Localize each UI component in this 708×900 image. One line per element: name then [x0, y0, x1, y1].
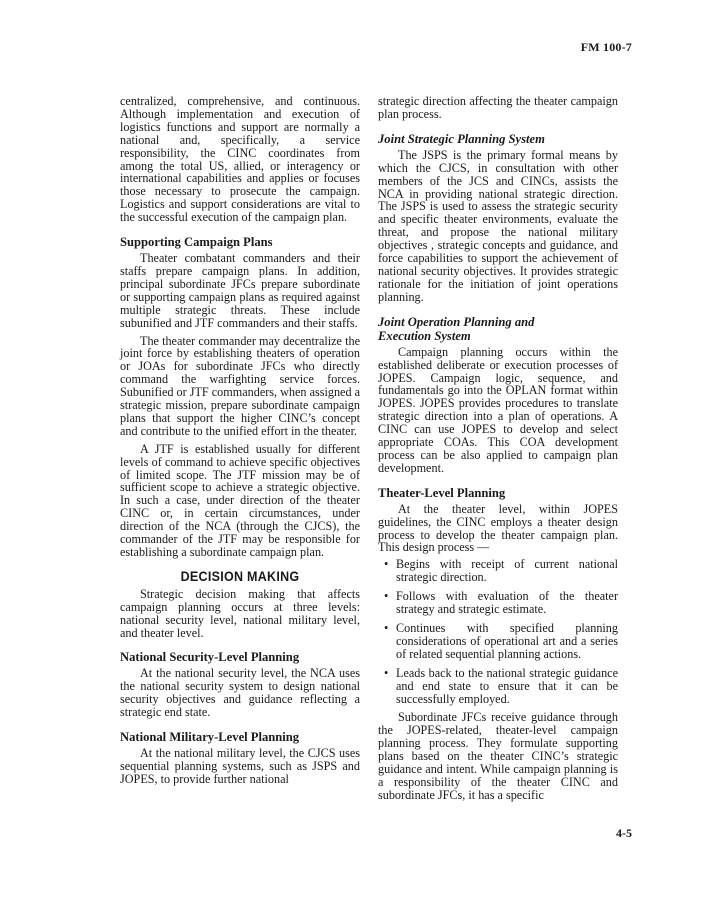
heading-line: Joint Operation Planning and	[378, 314, 535, 329]
paragraph: A JTF is established usually for different levels of command to achieve specific objectives of limited scope. The JTF mission may be of sufficient scope to achieve a strategic objective. In such a case, under direction of the theater CINC or, in certain circumstances, under direction of the NCA (through the CJCS), the commander of the JTF may be responsible for establishing a subordinate campaign plan.	[120, 441, 360, 559]
list-item	[378, 590, 618, 616]
paragraph: At the national security level, the NCA uses the national security system to design national security objectives and guidance reflecting a strategic end state.	[120, 666, 360, 720]
section-heading: Joint Strategic Planning System	[378, 131, 545, 146]
heading-line: Execution System	[378, 328, 471, 343]
section-heading: National Security-Level Planning	[120, 650, 300, 665]
paragraph: The theater commander may decentralize the joint force by establishing theaters of operation or JOAs for subordinate JFCs who directly command the warfighting service forces. Subunified or JTF commanders, when assigned a strategic mission, prepare subordinate campaign plans that support the higher CINC’s concept and contribute to the unified effort in the theater.	[120, 333, 360, 438]
left-column	[120, 95, 360, 786]
list-item-text: Begins with receipt of current national strategic direction.	[396, 557, 618, 585]
bullet-icon: •	[384, 665, 389, 680]
document-id: FM 100-7	[580, 40, 632, 54]
bullet-icon: •	[384, 589, 389, 604]
list-item	[378, 667, 618, 706]
section-heading: Supporting Campaign Plans	[120, 235, 273, 250]
section-heading: National Military-Level Planning	[120, 730, 300, 745]
list-item-text: Leads back to the national strategic guidance and end state to ensure that it can be successfully employed.	[396, 665, 618, 706]
list-item-text: Follows with evaluation of the theater strategy and strategic estimate.	[396, 589, 618, 617]
paragraph: centralized, comprehensive, and continuous. Although implementation and execution of logistics functions and support are normally a national and, specifically, a service responsibility, the CINC coordinates from among the total US, allied, or interagency or international capabilities and applies or focuses those necessary to prosecute the campaign. Logistics and support considerations are vital to the successful execution of the campaign plan.	[120, 94, 360, 225]
paragraph: The JSPS is the primary formal means by which the CJCS, in consultation with other members of the JCS and CINCs, assists the NCA in providing national strategic direction. The JSPS is used to assess the strategic security and specific theater environments, evaluate the threat, and propose the national military objectives , strategic concepts and guidance, and force capabilities to support the achievement of national security objectives. It provides strategic rationale for the initiation of joint operations planning.	[378, 147, 618, 304]
paragraph: Theater combatant commanders and their staffs prepare campaign plans. In addition, principal subordinate JFCs prepare subordinate or supporting campaign plans as required against multiple strategic threats. These include subunified and JTF commanders and their staffs.	[120, 251, 360, 330]
bullet-list	[378, 558, 618, 705]
paragraph: At the national military level, the CJCS uses sequential planning systems, such as JSPS and JOPES, to provide further national	[120, 746, 360, 786]
section-heading: Theater-Level Planning	[378, 485, 506, 500]
page-number: 4-5	[616, 826, 632, 840]
major-heading: DECISION MAKING	[180, 568, 300, 584]
list-item-text: Continues with specified planning considerations of operational art and a series of related sequential planning actions.	[396, 621, 618, 661]
list-item	[378, 622, 618, 661]
list-item	[378, 558, 618, 584]
section-heading	[378, 315, 618, 343]
paragraph: strategic direction affecting the theater campaign plan process.	[378, 94, 618, 121]
paragraph: Campaign planning occurs within the established deliberate or execution processes of JOPES. Campaign logic, sequence, and fundamentals go into the OPLAN format within JOPES. JOPES provides procedures to translate strategic direction into a plan of operations. A CINC can use JOPES to develop and select appropriate COAs. This COA development process can be also applied to campaign plan development.	[378, 344, 618, 475]
paragraph: Subordinate JFCs receive guidance through the JOPES-related, theater-level campaign planning process. They formulate supporting plans based on the theater CINC’s strategic guidance and intent. While campaign planning is a responsibility of the theater CINC and subordinate JFCs, it has a specific	[378, 710, 618, 802]
right-column	[378, 95, 618, 802]
bullet-icon: •	[384, 557, 389, 572]
bullet-icon: •	[384, 621, 389, 635]
paragraph: At the theater level, within JOPES guidelines, the CINC employs a theater design process to develop the theater campaign plan. This design process —	[378, 501, 618, 555]
paragraph: Strategic decision making that affects campaign planning occurs at three levels: national security level, national military level, and theater level.	[120, 586, 360, 640]
